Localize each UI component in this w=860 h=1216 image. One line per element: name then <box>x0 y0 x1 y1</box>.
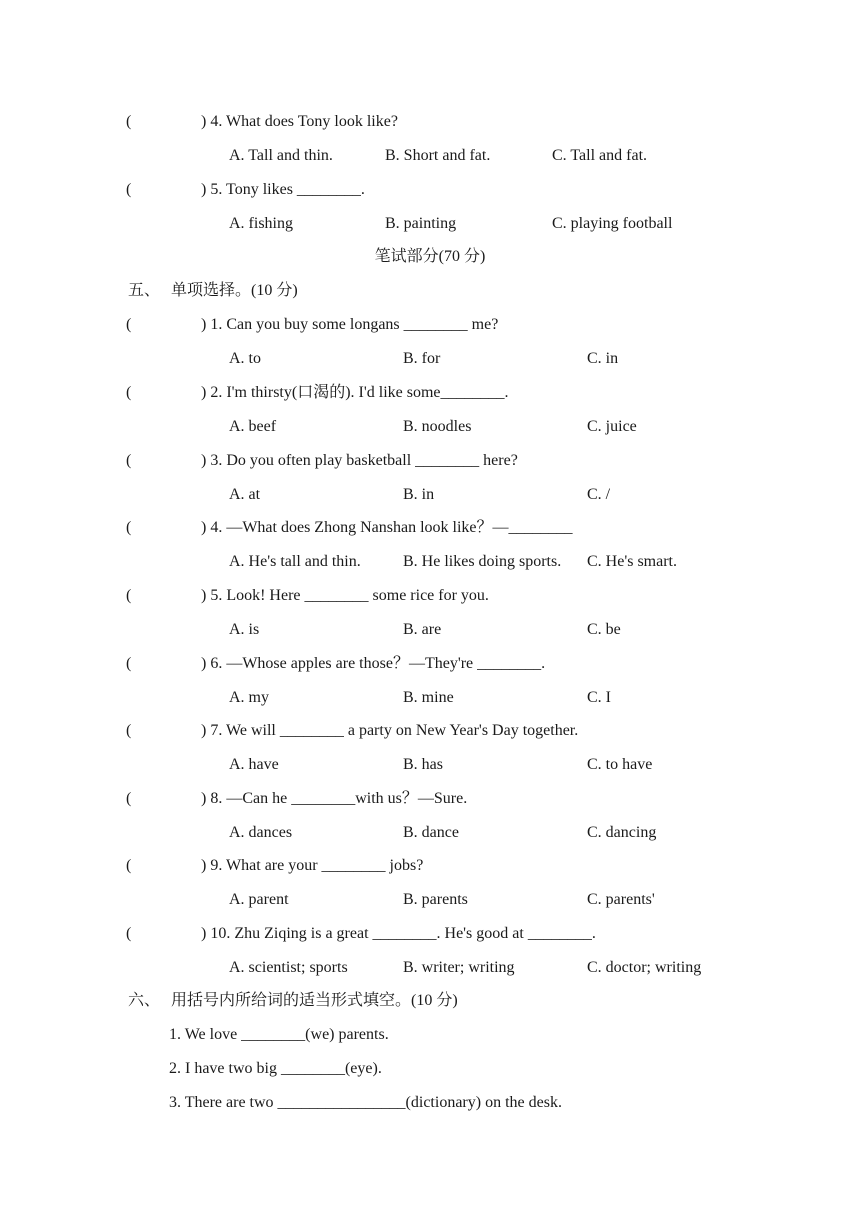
option-b: B. are <box>403 621 442 638</box>
option-a: A. my <box>229 689 269 706</box>
question-text: ) 2. I'm thirsty(口渴的). I'd like some________. <box>201 384 509 401</box>
question-text: ) 6. —Whose apples are those？—They're ________. <box>201 655 546 672</box>
answer-paren: ( <box>126 384 132 401</box>
option-b: B. for <box>403 350 441 367</box>
section-number: 六、 <box>128 992 161 1009</box>
option-c: C. in <box>587 350 619 367</box>
answer-paren: ( <box>126 722 132 739</box>
section-title: 用括号内所给词的适当形式填空。(10 分) <box>171 992 458 1009</box>
question-text: ) 9. What are your ________ jobs? <box>201 857 424 874</box>
option-c: C. Tall and fat. <box>552 147 648 164</box>
question-text: ) 5. Look! Here ________ some rice for you. <box>201 587 489 604</box>
option-c: C. juice <box>587 418 637 435</box>
answer-paren: ( <box>126 181 132 198</box>
answer-paren: ( <box>126 452 132 469</box>
option-b: B. writer; writing <box>403 959 515 976</box>
option-b: B. Short and fat. <box>385 147 491 164</box>
option-a: A. have <box>229 756 279 773</box>
answer-paren: ( <box>126 857 132 874</box>
option-b: B. mine <box>403 689 454 706</box>
answer-paren: ( <box>126 113 132 130</box>
question-text: ) 8. —Can he ________with us？—Sure. <box>201 790 468 807</box>
option-c: C. parents' <box>587 891 655 908</box>
option-b: B. dance <box>403 824 459 841</box>
option-a: A. at <box>229 486 261 503</box>
section-title: 单项选择。(10 分) <box>171 282 298 299</box>
answer-paren: ( <box>126 925 132 942</box>
option-a: A. fishing <box>229 215 293 232</box>
option-a: A. parent <box>229 891 289 908</box>
option-a: A. to <box>229 350 261 367</box>
question-text: ) 4. What does Tony look like? <box>201 113 398 130</box>
question-text: ) 1. Can you buy some longans ________ me? <box>201 316 499 333</box>
option-c: C. doctor; writing <box>587 959 702 976</box>
answer-paren: ( <box>126 519 132 536</box>
option-c: C. I <box>587 689 611 706</box>
answer-paren: ( <box>126 316 132 333</box>
option-a: A. dances <box>229 824 293 841</box>
option-c: C. playing football <box>552 215 673 232</box>
option-a: A. beef <box>229 418 277 435</box>
option-b: B. parents <box>403 891 468 908</box>
option-c: C. to have <box>587 756 653 773</box>
option-b: B. painting <box>385 215 457 232</box>
option-a: A. He's tall and thin. <box>229 553 361 570</box>
answer-paren: ( <box>126 587 132 604</box>
question-text: ) 10. Zhu Ziqing is a great ________. He's good at ________. <box>201 925 596 942</box>
written-part-header: 笔试部分(70 分) <box>374 248 486 265</box>
option-c: C. dancing <box>587 824 657 841</box>
option-b: B. noodles <box>403 418 472 435</box>
answer-paren: ( <box>126 790 132 807</box>
section-number: 五、 <box>128 282 161 299</box>
fill-in-item: 3. There are two ________________(dictionary) on the desk. <box>169 1094 562 1111</box>
option-c: C. He's smart. <box>587 553 677 570</box>
option-a: A. is <box>229 621 260 638</box>
option-b: B. in <box>403 486 435 503</box>
option-a: A. scientist; sports <box>229 959 348 976</box>
option-a: A. Tall and thin. <box>229 147 333 164</box>
option-c: C. / <box>587 486 611 503</box>
option-c: C. be <box>587 621 621 638</box>
fill-in-item: 2. I have two big ________(eye). <box>169 1060 382 1077</box>
answer-paren: ( <box>126 655 132 672</box>
option-b: B. He likes doing sports. <box>403 553 562 570</box>
question-text: ) 5. Tony likes ________. <box>201 181 365 198</box>
question-text: ) 7. We will ________ a party on New Year's Day together. <box>201 722 579 739</box>
question-text: ) 4. —What does Zhong Nanshan look like？—________ <box>201 519 573 536</box>
option-b: B. has <box>403 756 443 773</box>
question-text: ) 3. Do you often play basketball ________ here? <box>201 452 518 469</box>
fill-in-item: 1. We love ________(we) parents. <box>169 1026 389 1043</box>
